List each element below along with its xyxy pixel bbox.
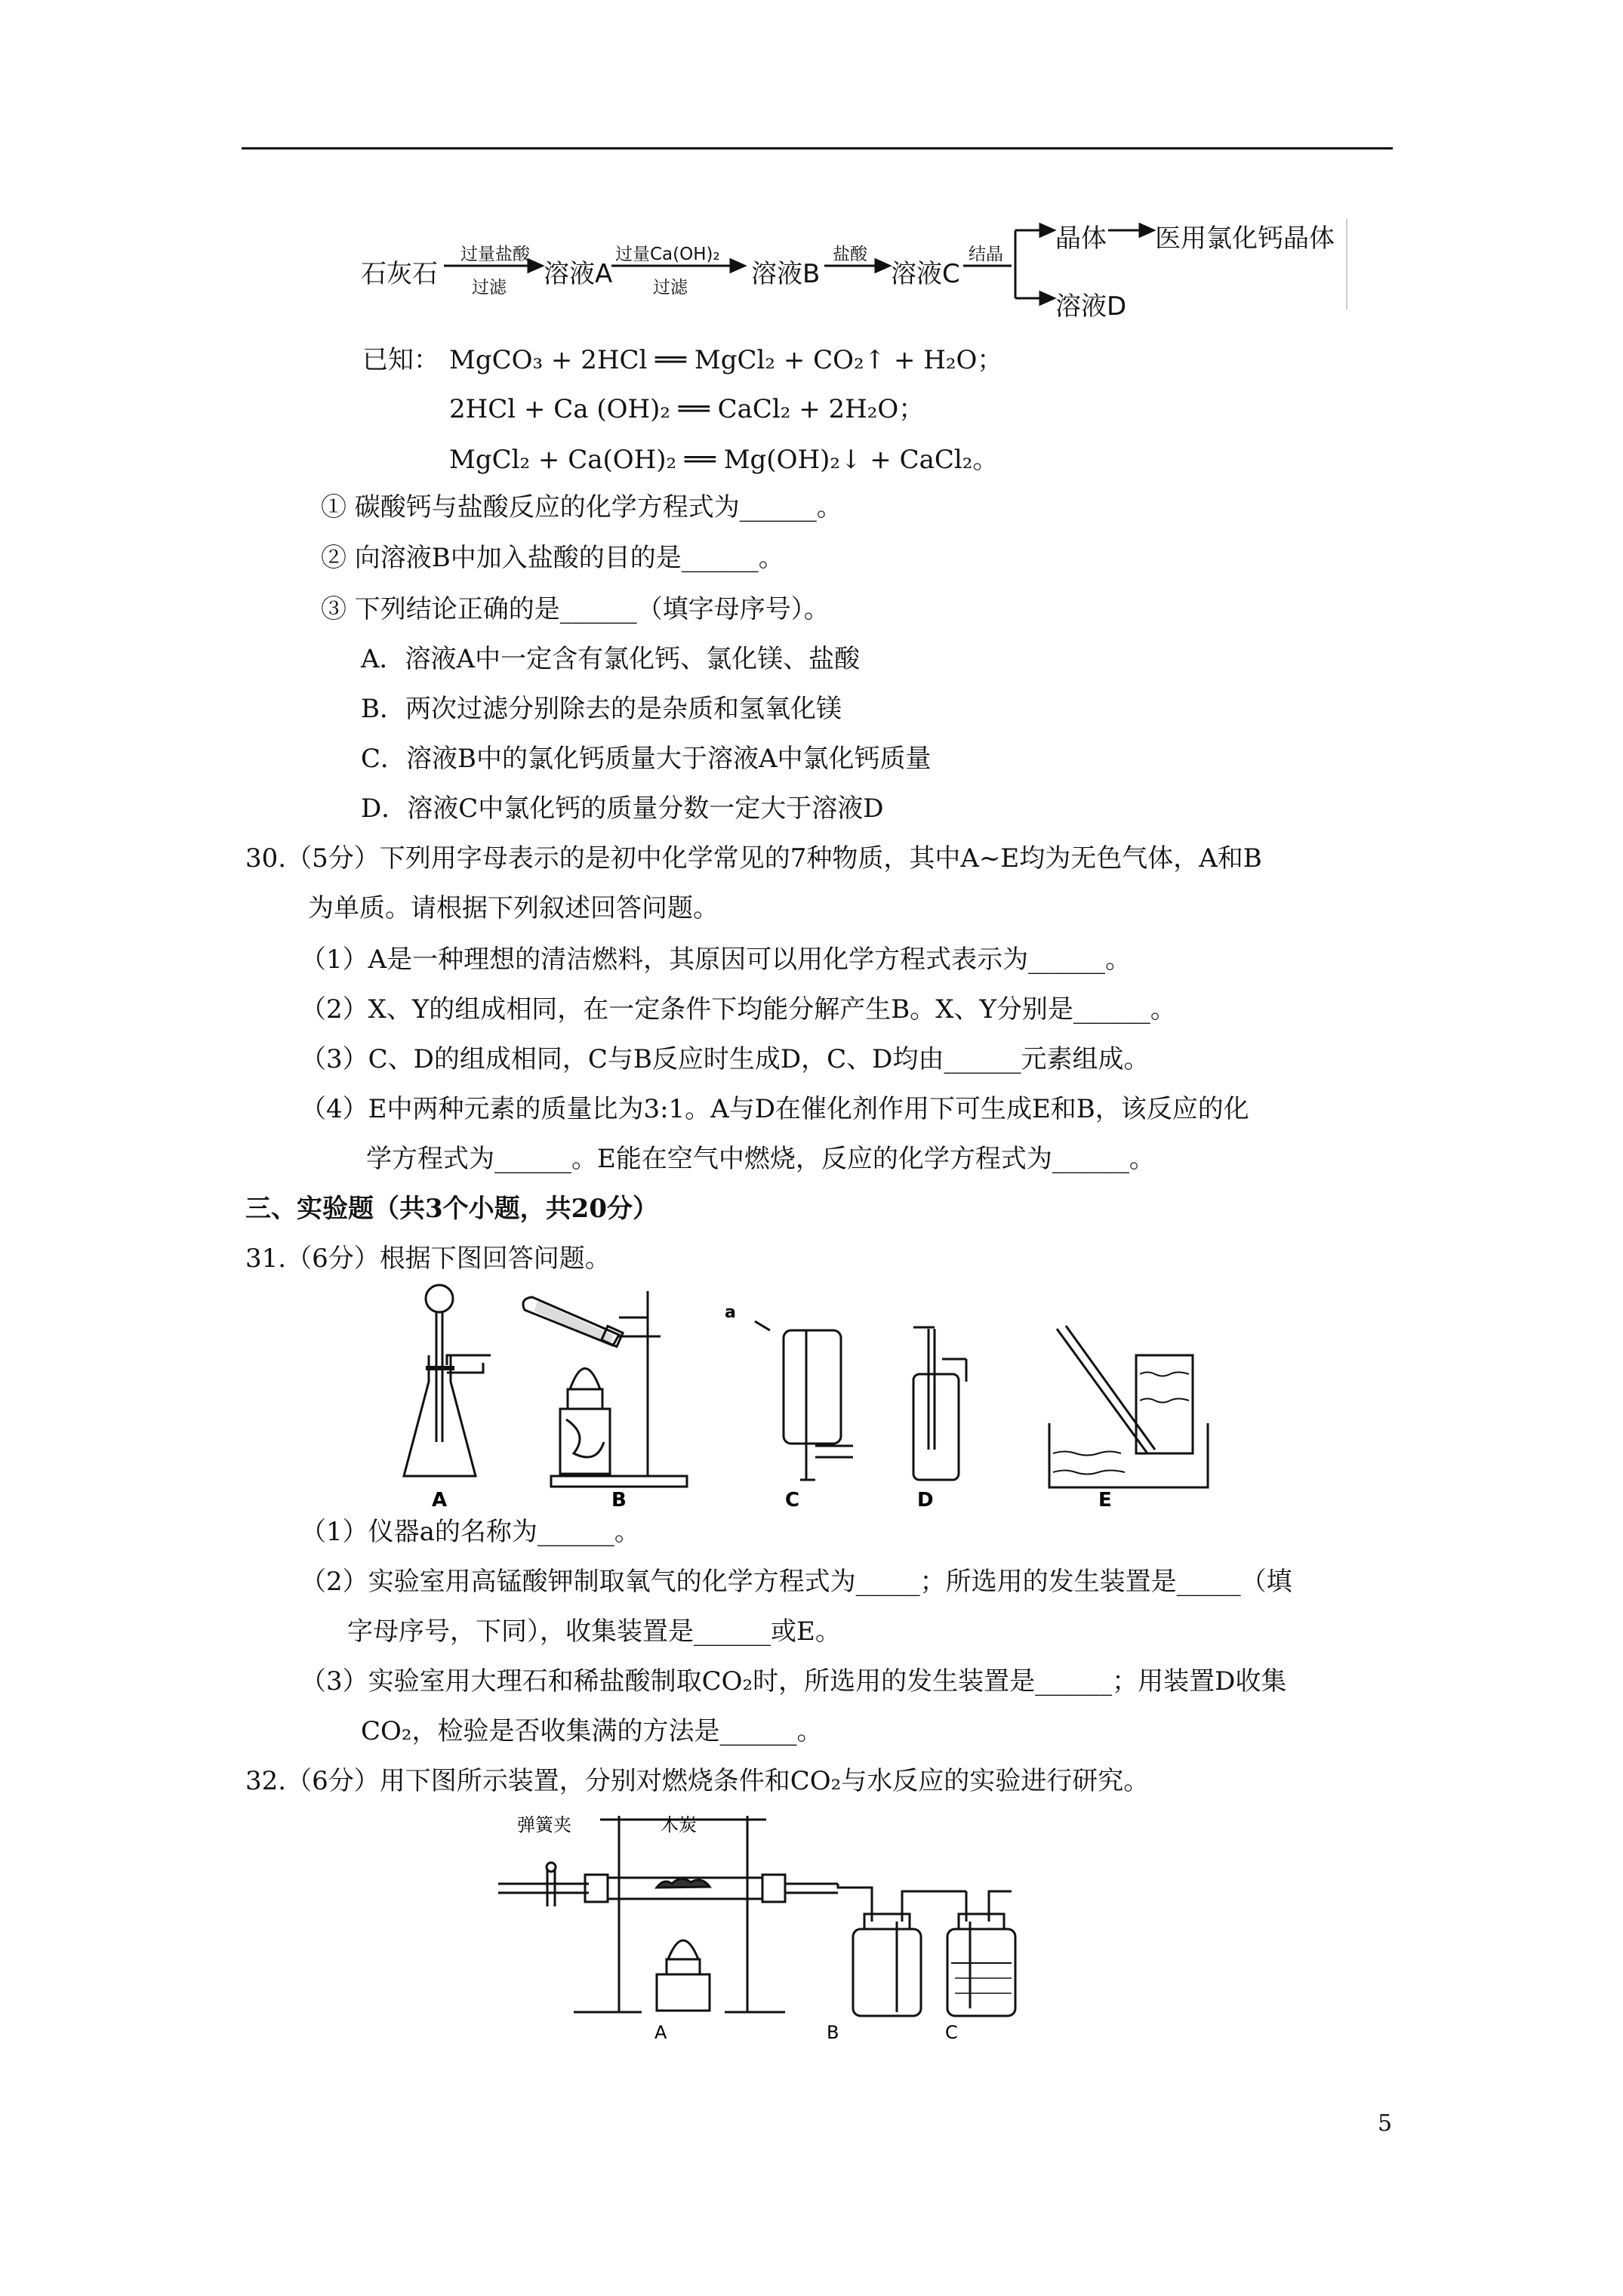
apparatus-b-heating xyxy=(523,1291,687,1487)
q30-part3: （3）C、D的组成相同，C与B反应时生成D，C、D均由______元素组成。 xyxy=(300,1044,1150,1074)
q31-intro: 31.（6分）根据下图回答问题。 xyxy=(245,1244,611,1274)
q29-sub1: ① 碳酸钙与盐酸反应的化学方程式为______。 xyxy=(321,492,842,522)
flow-solution-c: 溶液C xyxy=(891,259,960,289)
known-eq1: MgCO₃ + 2HCl ══ MgCl₂ + CO₂↑ + H₂O； xyxy=(449,345,1003,375)
q30-part1: （1）A是一种理想的清洁燃料，其原因可以用化学方程式表示为______。 xyxy=(300,945,1132,975)
apparatus-d-bottle xyxy=(913,1327,966,1480)
q29-sub2: ② 向溶液B中加入盐酸的目的是______。 xyxy=(321,543,784,573)
fig2-label-a: A xyxy=(654,2022,667,2043)
fig-label-a: A xyxy=(432,1489,448,1510)
combustion-tube xyxy=(498,1816,838,2012)
flow-step2-op: 过滤 xyxy=(653,278,688,297)
apparatus-a-flask xyxy=(404,1285,491,1476)
flow-crystal: 晶体 xyxy=(1055,223,1107,254)
flow-solution-b: 溶液B xyxy=(751,259,821,289)
flow-step1-op: 过滤 xyxy=(472,278,507,297)
q30-part2: （2）X、Y的组成相同，在一定条件下均能分解产生B。X、Y分别是______。 xyxy=(300,994,1176,1025)
known-label: 已知： xyxy=(362,345,439,375)
fig2-label-b: B xyxy=(827,2022,839,2043)
fig-label-c: C xyxy=(785,1489,800,1510)
q30-part4-line1: （4）E中两种元素的质量比为3:1。A与D在催化剂作用下可生成E和B，该反应的化 xyxy=(300,1094,1249,1124)
process-flowchart xyxy=(0,0,1623,325)
q29-option-d: D．溶液C中氯化钙的质量分数一定大于溶液D xyxy=(361,794,884,824)
flow-step2-reagent: 过量Ca(OH)₂ xyxy=(615,245,720,264)
q29-option-c: C．溶液B中的氯化钙质量大于溶液A中氯化钙质量 xyxy=(361,744,932,774)
q30-stem-line2: 为单质。请根据下列叙述回答问题。 xyxy=(308,893,719,923)
fig-label-d: D xyxy=(917,1489,934,1510)
section-3-title: 三、实验题（共3个小题，共20分） xyxy=(245,1194,658,1224)
flow-solution-d: 溶液D xyxy=(1055,291,1127,322)
q29-option-b: B．两次过滤分别除去的是杂质和氢氧化镁 xyxy=(361,694,842,724)
q30-stem-line1: 30.（5分）下列用字母表示的是初中化学常见的7种物质，其中A~E均为无色气体，A和B xyxy=(245,843,1262,874)
known-eq3: MgCl₂ + Ca(OH)₂ ══ Mg(OH)₂↓ + CaCl₂。 xyxy=(449,445,999,475)
label-a: a xyxy=(725,1303,736,1322)
fig-label-b: B xyxy=(611,1489,627,1510)
flow-step3-reagent: 盐酸 xyxy=(833,245,867,264)
q32-intro: 32.（6分）用下图所示装置，分别对燃烧条件和CO₂与水反应的实验进行研究。 xyxy=(245,1766,1150,1796)
q31-part2-line1: （2）实验室用高锰酸钾制取氧气的化学方程式为_____；所选用的发生装置是_____（填 xyxy=(300,1567,1292,1597)
q29-sub3: ③ 下列结论正确的是______（填字母序号）。 xyxy=(321,594,830,624)
q31-part3-line1: （3）实验室用大理石和稀盐酸制取CO₂时，所选用的发生装置是______；用装置D收集 xyxy=(300,1666,1287,1697)
known-eq2: 2HCl + Ca (OH)₂ ══ CaCl₂ + 2H₂O； xyxy=(449,394,925,424)
apparatus-e-trough xyxy=(1049,1326,1208,1487)
q32-apparatus-figure xyxy=(483,1808,1042,2046)
label-spring-clip: 弹簧夹 xyxy=(517,1814,571,1835)
flow-solution-a: 溶液A xyxy=(544,259,613,289)
flow-start: 石灰石 xyxy=(361,259,438,289)
q31-part1: （1）仪器a的名称为______。 xyxy=(300,1517,640,1547)
fig2-label-c: C xyxy=(945,2022,958,2043)
fig-label-e: E xyxy=(1098,1489,1112,1510)
q31-part2-line2: 字母序号，下同），收集装置是______或E。 xyxy=(347,1616,841,1647)
q31-apparatus-figure xyxy=(393,1276,1230,1510)
bottle-c xyxy=(947,1891,1015,2016)
q31-part3-line2: CO₂，检验是否收集满的方法是______。 xyxy=(361,1716,823,1746)
label-charcoal: 木炭 xyxy=(661,1814,697,1835)
q30-part4-line2: 学方程式为______。E能在空气中燃烧，反应的化学方程式为______。 xyxy=(366,1144,1155,1174)
alcohol-burner xyxy=(657,1940,710,2011)
flow-step4-op: 结晶 xyxy=(969,245,1003,264)
q29-option-a: A．溶液A中一定含有氯化钙、氯化镁、盐酸 xyxy=(361,644,861,674)
apparatus-c-funnel xyxy=(755,1321,853,1480)
page-number: 5 xyxy=(1378,2110,1393,2137)
flow-product: 医用氯化钙晶体 xyxy=(1155,223,1335,254)
flow-step1-reagent: 过量盐酸 xyxy=(460,245,530,264)
